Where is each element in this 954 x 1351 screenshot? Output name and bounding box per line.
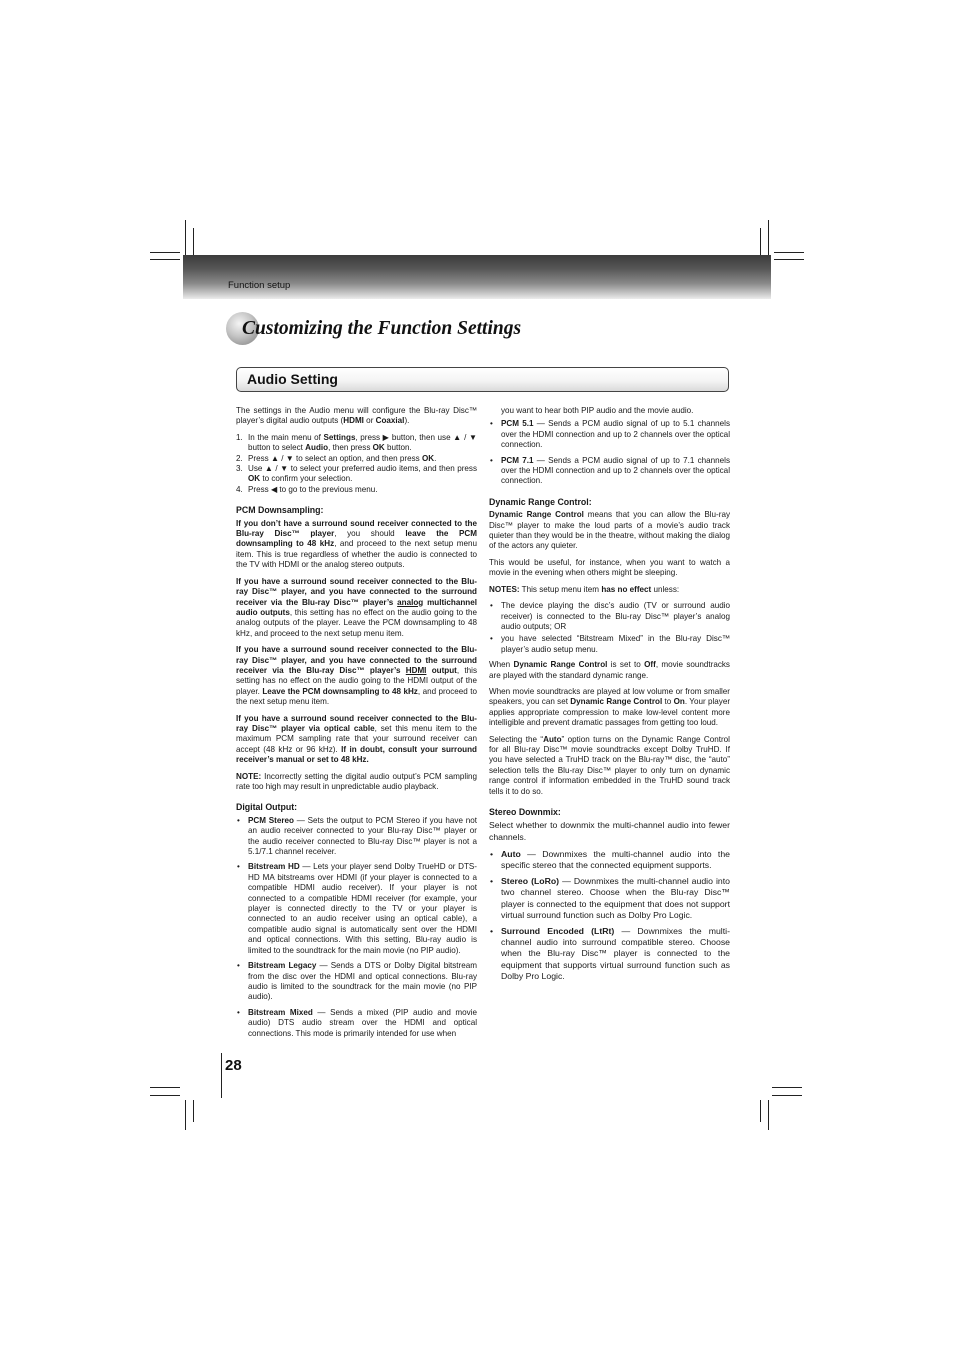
steps-list	[236, 433, 477, 495]
text-run: . Your player applies appropriate compression to make low-level content more intelligible and prevent dramatic passages from getting too loud.	[489, 697, 731, 728]
page-number-rule	[221, 1053, 222, 1098]
crop-mark	[760, 1100, 761, 1122]
text-run: analog	[397, 597, 424, 607]
step-item	[236, 433, 477, 454]
section-label: Function setup	[228, 280, 291, 291]
text-run: , this setting has no effect on the audio going to the HDMI output of the player.	[236, 665, 477, 696]
text-run: means that you can allow the Blu-ray Disc™ player to make the loud parts of a movie’s audio track quieter than they would be in the theatre, without making the dialog of the actors any quieter.	[489, 510, 730, 551]
text-run: button.	[384, 443, 412, 453]
paragraph	[236, 645, 477, 707]
text-run: OK	[372, 443, 385, 453]
text-run: Use ▲ / ▼ to select your preferred audio items, and then press	[248, 464, 477, 474]
text-run: , you should	[334, 529, 406, 539]
list-item	[489, 926, 730, 982]
intro-paragraph	[236, 406, 477, 427]
crop-mark	[768, 220, 769, 256]
paragraph	[236, 577, 477, 639]
text-run: This setup menu item	[519, 584, 602, 594]
stereo-intro: Select whether to downmix the multi-channel audio into fewer channels.	[489, 820, 730, 842]
text-run: , this setting has no effect on the audio going to the analog outputs of the player. Leave the PCM downsampling to 48 kHz, and proceed to the next setup menu item.	[236, 607, 477, 638]
paragraph	[489, 558, 730, 579]
text-run: multichannel audio outputs	[236, 597, 477, 617]
drc-conditions-list	[489, 601, 730, 655]
step-number: 2.	[236, 453, 243, 463]
text-run: NOTES:	[489, 584, 520, 594]
text-run: HDMI	[405, 665, 427, 675]
list-item	[236, 862, 477, 956]
text-run: OK	[421, 453, 435, 463]
text-run: Press ◀ to go to the previous menu.	[248, 484, 378, 494]
text-run: — Downmixes the multi-channel audio into the specific stereo that the connected equipment supports.	[501, 848, 730, 871]
text-run: , and proceed to the next setup menu item. This is true regardless of whether the audio is connected to the TV with HDMI or the analog stereo outputs.	[236, 539, 477, 570]
list-item	[236, 961, 477, 1003]
page-title: Customizing the Function Settings	[242, 318, 522, 339]
text-run: Surround Encoded (LtRt)	[501, 926, 615, 937]
text-run: When	[489, 660, 514, 670]
text-run: — Downmixes the multi-channel audio into surround compatible stereo. Choose when the Blu-ray Disc™ player is connected to the equipment that supports virtual surround function such as Dolby Pro Logic.	[501, 926, 730, 981]
text-run: NOTE:	[236, 771, 262, 781]
text-run: output	[426, 665, 457, 675]
text-run: OK	[248, 474, 261, 484]
text-run: Bitstream Mixed	[248, 1007, 313, 1017]
text-run: — Downmixes the multi-channel audio into two channel stereo. Choose when the Blu-ray Disc™ player is connected to the equipment that does not support virtual surround function such as Dolby Pro Logic.	[501, 876, 730, 920]
text-run: When movie soundtracks are played at low volume or from smaller speakers, you can set	[489, 686, 730, 707]
crop-mark	[760, 228, 761, 256]
paragraph	[489, 660, 730, 681]
crop-mark	[185, 220, 186, 256]
text-run: Dynamic Range Control	[570, 697, 663, 707]
step-number: 3.	[236, 464, 243, 474]
list-item	[489, 849, 730, 871]
text-run: Stereo (LoRo)	[501, 876, 560, 887]
text-run: If you have a surround sound receiver connected to the Blu-ray Disc™ player, and you have connected to the surround receiver via the Blu-ray Disc™ player’s	[236, 576, 477, 607]
text-run: If you have a surround sound receiver connected to the Blu-ray Disc™ player, and you have connected to the surround receiver via the Blu-ray Disc™ player’s	[236, 645, 477, 675]
header-band	[183, 255, 771, 299]
pcm-output-list	[489, 419, 730, 486]
list-item	[236, 1008, 477, 1039]
crop-mark	[150, 1095, 180, 1096]
crop-mark	[772, 1087, 802, 1088]
section-header-box	[236, 367, 729, 392]
text-run: to	[662, 697, 674, 707]
step-number: 1.	[236, 432, 243, 442]
list-item	[489, 876, 730, 921]
text-run: PCM 5.1	[501, 419, 534, 429]
drc-paragraphs-2	[489, 660, 730, 797]
crop-mark	[150, 259, 180, 260]
text-run: Coaxial	[375, 416, 405, 426]
paragraph	[236, 519, 477, 571]
text-run: Bitstream HD	[248, 862, 300, 872]
text-run: has no effect	[601, 584, 652, 594]
text-run: If you have a surround sound receiver connected to the Blu-ray Disc™ player via optical cable	[236, 713, 477, 733]
text-run: , then press	[328, 443, 373, 453]
crop-mark	[774, 259, 804, 260]
crop-mark	[774, 252, 804, 253]
text-run: — Sends a mixed (PIP audio and movie audio) DTS audio stream over the HDMI and optical connections. This mode is primarily intended for use when	[248, 1007, 477, 1038]
text-run: ” option turns on the Dynamic Range Control for all Blu-ray Disc™ movie soundtracks except Dolby TruHD. If you have selected a TruHD track on the Blu-ray™ disc, the “auto” selection tells the Blu-ray Disc™ player to only turn on dynamic range control if information embedded in the TruHD sound track tells it to do so.	[489, 734, 730, 796]
page-number: 28	[225, 1057, 242, 1074]
text-run: , and proceed to the next setup menu item.	[236, 686, 477, 707]
text-run: leave the PCM downsampling to 48 kHz	[236, 529, 477, 549]
stereo-downmix-heading: Stereo Downmix:	[489, 807, 561, 817]
text-run: Off	[644, 660, 656, 670]
right-column	[489, 406, 730, 987]
text-run: — Sends a DTS or Dolby Digital bitstream from the disc over the HDMI and optical connections. Blu-ray audio is limited to the soundtrack for the main movie (no PIP audio).	[248, 961, 477, 1002]
text-run: ).	[404, 416, 410, 426]
list-item	[236, 816, 477, 858]
text-run: — Sends a PCM audio signal of up to 5.1 channels over the HDMI connection and up to 2 channels over the optical connection.	[501, 419, 730, 450]
text-run: Incorrectly setting the digital audio output’s PCM sampling rate too high may result in unpredictable audio playback.	[236, 771, 477, 791]
crop-mark	[193, 1100, 194, 1122]
drc-paragraphs	[489, 510, 730, 595]
paragraph	[489, 510, 730, 552]
digital-output-heading: Digital Output:	[236, 802, 298, 813]
text-run: Bitstream Legacy	[248, 961, 317, 971]
step-item	[236, 464, 477, 485]
paragraph	[489, 687, 730, 729]
text-run: In the main menu of	[248, 432, 324, 442]
crop-mark	[772, 1095, 802, 1096]
step-number: 4.	[236, 484, 243, 494]
stereo-downmix-list	[489, 849, 730, 982]
text-run: Selecting the “	[489, 734, 544, 744]
list-item	[489, 634, 730, 655]
text-run: — Lets your player send Dolby TrueHD or DTS-HD MA bitstreams over HDMI (if your player is connected to a compatible HDMI audio receiver). If your player is not connected to a compatible HDMI receiver (for example, your player is connected directly to the TV or your player is connected to an audio receiver using an optical cable), a compatible audio signal is automatically sent over the HDMI and optical connections. With this setting, Blu-ray audio is limited to the soundtrack for the main movie (no PIP audio).	[248, 862, 477, 955]
dynamic-range-heading: Dynamic Range Control:	[489, 496, 592, 507]
text-run: PCM 7.1	[501, 455, 534, 465]
text-run: HDMI	[343, 416, 364, 426]
text-run: If you don’t have a surround sound receiver connected to the Blu-ray Disc™ player	[236, 518, 477, 539]
text-run: The settings in the Audio menu will configure the Blu-ray Disc™ player’s digital audio outputs (	[236, 406, 477, 426]
text-run: On	[673, 697, 685, 707]
text-run: If in doubt, consult your surround receiver’s manual or set to 48 kHz.	[236, 744, 477, 765]
text-run: is set to	[607, 660, 645, 670]
text-run: The device playing the disc’s audio (TV or surround audio receiver) is connected to the Blu-ray Disc™ player’s analog audio outputs; OR	[501, 601, 730, 631]
text-run: Auto	[543, 734, 562, 744]
text-run: This would be useful, for instance, when you want to watch a movie in the evening when others might be sleeping.	[489, 557, 730, 578]
text-run: , press ▶ button, then use ▲ / ▼ button to select	[248, 432, 477, 453]
list-item	[489, 601, 730, 632]
text-run: to confirm your selection.	[260, 474, 353, 484]
text-run: , set this menu item to the maximum PCM sampling rate that your surround receiver can accept (48 kHz or 96 kHz).	[236, 723, 478, 754]
continuation-text: you want to hear both PIP audio and the movie audio.	[501, 406, 694, 415]
paragraph	[236, 714, 477, 766]
crop-mark	[193, 228, 194, 256]
text-run: Dynamic Range Control	[513, 660, 608, 670]
paragraph	[489, 585, 730, 595]
left-column	[236, 406, 477, 1044]
crop-mark	[185, 1100, 186, 1130]
digital-output-list	[236, 816, 477, 1039]
text-run: .	[434, 453, 437, 463]
step-item	[236, 485, 477, 495]
pcm-paragraphs	[236, 519, 477, 793]
paragraph	[236, 772, 477, 793]
pcm-downsampling-heading: PCM Downsampling:	[236, 505, 324, 516]
text-run: Dynamic Range Control	[489, 510, 584, 520]
text-run: Settings	[323, 432, 356, 442]
list-item	[489, 456, 730, 487]
paragraph	[489, 735, 730, 797]
text-run: you have selected “Bitstream Mixed” in the Blu-ray Disc™ player’s audio setup menu.	[501, 634, 730, 654]
section-title: Audio Setting	[247, 371, 338, 387]
text-run: , movie soundtracks are played with the standard dynamic range.	[489, 660, 730, 680]
crop-mark	[768, 1100, 769, 1130]
text-run: Leave the PCM downsampling to 48 kHz	[262, 686, 418, 696]
text-run: Press ▲ / ▼ to select an option, and then press	[248, 453, 422, 463]
step-item	[236, 454, 477, 464]
text-run: unless:	[651, 584, 680, 594]
text-run: — Sends a PCM audio signal of up to 7.1 channels over the HDMI connection and up to 2 channels over the optical connection.	[501, 455, 730, 486]
text-run: Auto	[501, 848, 521, 859]
list-item	[489, 419, 730, 450]
text-run: Audio	[305, 443, 329, 453]
text-run: PCM Stereo	[248, 815, 294, 825]
crop-mark	[150, 1087, 180, 1088]
crop-mark	[150, 252, 180, 253]
text-run: — Sets the output to PCM Stereo if you have not an audio receiver connected to your Blu-ray Disc™ player or the audio receiver connected to Blu-ray Disc™ player is not a 5.1/7.1 channel receiver.	[248, 815, 477, 857]
text-run: or	[363, 416, 376, 426]
